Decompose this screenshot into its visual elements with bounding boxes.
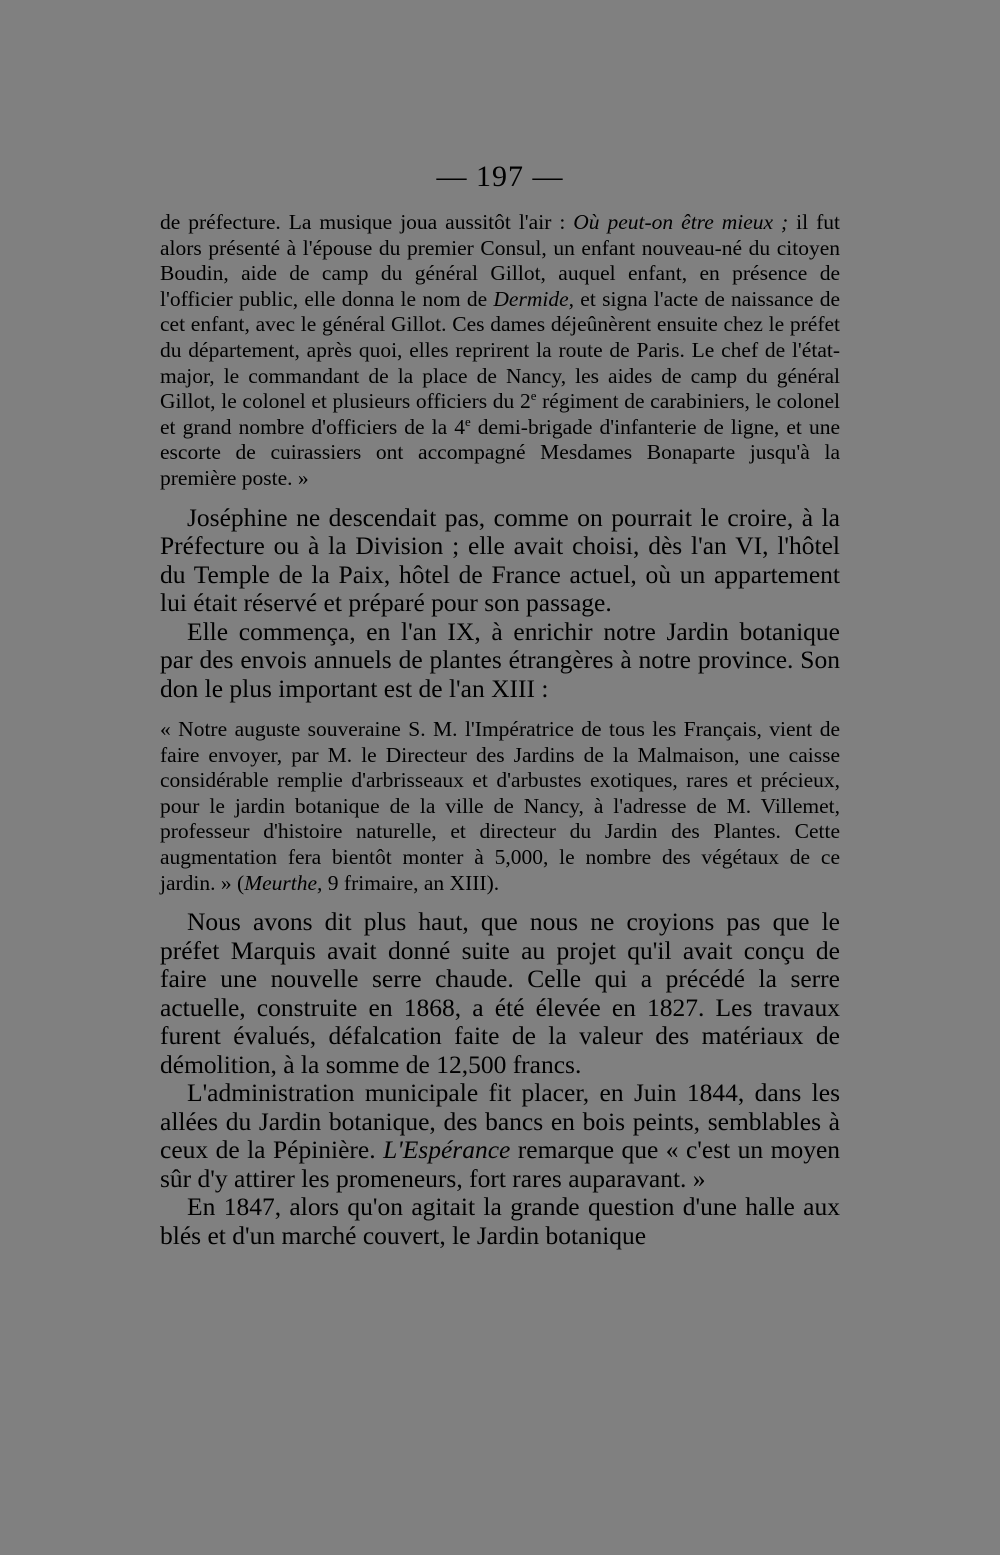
paragraph-3: Nous avons dit plus haut, que nous ne croyions pas que le préfet Marquis avait donné suite au projet qu'il avait conçu de faire une nouvelle serre chaude. Celle qui a précédé la serre actuelle, construite en 1868, a été élevée en 1827. Les travaux furent évalués, défalcation faite de la valeur des matériaux de démolition, à la somme de 12,500 francs.	[160, 907, 840, 1079]
text-run: « Notre auguste souveraine S. M. l'Impératrice de tous les Français, vient de faire envoyer, par M. le Directeur des Jardins de la Malmaison, une caisse considérable remplie d'arbrisseaux et d'arbustes exotiques, rares et précieux, pour le jardin botanique de la ville de Nancy, à l'adresse de M. Villemet, professeur d'histoire naturelle, et directeur du Jardin des Plantes. Cette augmentation fera bientôt monter à 5,000, le nombre des végétaux de ce jardin. » (	[160, 717, 840, 895]
body-text	[160, 210, 840, 1250]
text-run: il fut alors présenté à l'épouse du premier Consul, un enfant nouveau-né du citoyen Boudin, aide de camp du général Gillot, auquel enfant, en présence de l'officier public, elle donna le nom de	[160, 210, 840, 311]
italic-run: L'Espérance	[383, 1135, 511, 1165]
quotation-block-1	[160, 210, 840, 492]
quotation-block-2	[160, 717, 840, 896]
text-run: L'administration municipale fit placer, en Juin 1844, dans les allées du Jardin botanique, des bancs en bois peints, semblables à ceux de la Pépinière.	[160, 1078, 840, 1165]
superscript: e	[465, 414, 471, 429]
text-run: 9 frimaire, an XIII).	[322, 870, 500, 895]
text-run: remarque que « c'est un moyen sûr d'y attirer les promeneurs, fort rares auparavant. »	[160, 1135, 841, 1193]
paragraph-4	[160, 1079, 840, 1193]
italic-run: Où peut-on être mieux ;	[573, 210, 789, 234]
text-run: demi-brigade d'infanterie de ligne, et une escorte de cuirassiers ont accompagné Mesdames Bonaparte jusqu'à la première poste. »	[160, 414, 840, 490]
page-number: — 197 —	[436, 160, 564, 193]
paragraph-5: En 1847, alors qu'on agitait la grande question d'une halle aux blés et d'un marché couvert, le Jardin botanique	[160, 1192, 840, 1250]
italic-run: Meurthe,	[244, 870, 323, 895]
text-run: de préfecture. La musique joua aussitôt l'air :	[160, 210, 574, 234]
superscript: e	[530, 389, 537, 403]
paragraph-1: Joséphine ne descendait pas, comme on pourrait le croire, à la Préfecture ou à la Division ; elle avait choisi, dès l'an VI, l'hôtel du Temple de la Paix, hôtel de France actuel, où un appartement lui était réservé et préparé pour son passage.	[160, 502, 840, 618]
paragraph-2: Elle commença, en l'an IX, à enrichir notre Jardin botanique par des envois annuels de plantes étrangères à notre province. Son don le plus important est de l'an XIII :	[160, 616, 840, 703]
text-run: régiment de carabiniers, le colonel et grand nombre d'officiers de la 4	[160, 389, 841, 439]
italic-run: Dermide,	[493, 286, 575, 311]
text-run: et signa l'acte de naissance de cet enfant, avec le général Gillot. Ces dames déjeûnèrent ensuite chez le préfet du département, après quoi, elles reprirent la route de Paris. Le chef de l'état-major, le commandant de la place de Nancy, les aides de camp du général Gillot, le colonel et plusieurs officiers du 2	[160, 286, 841, 414]
